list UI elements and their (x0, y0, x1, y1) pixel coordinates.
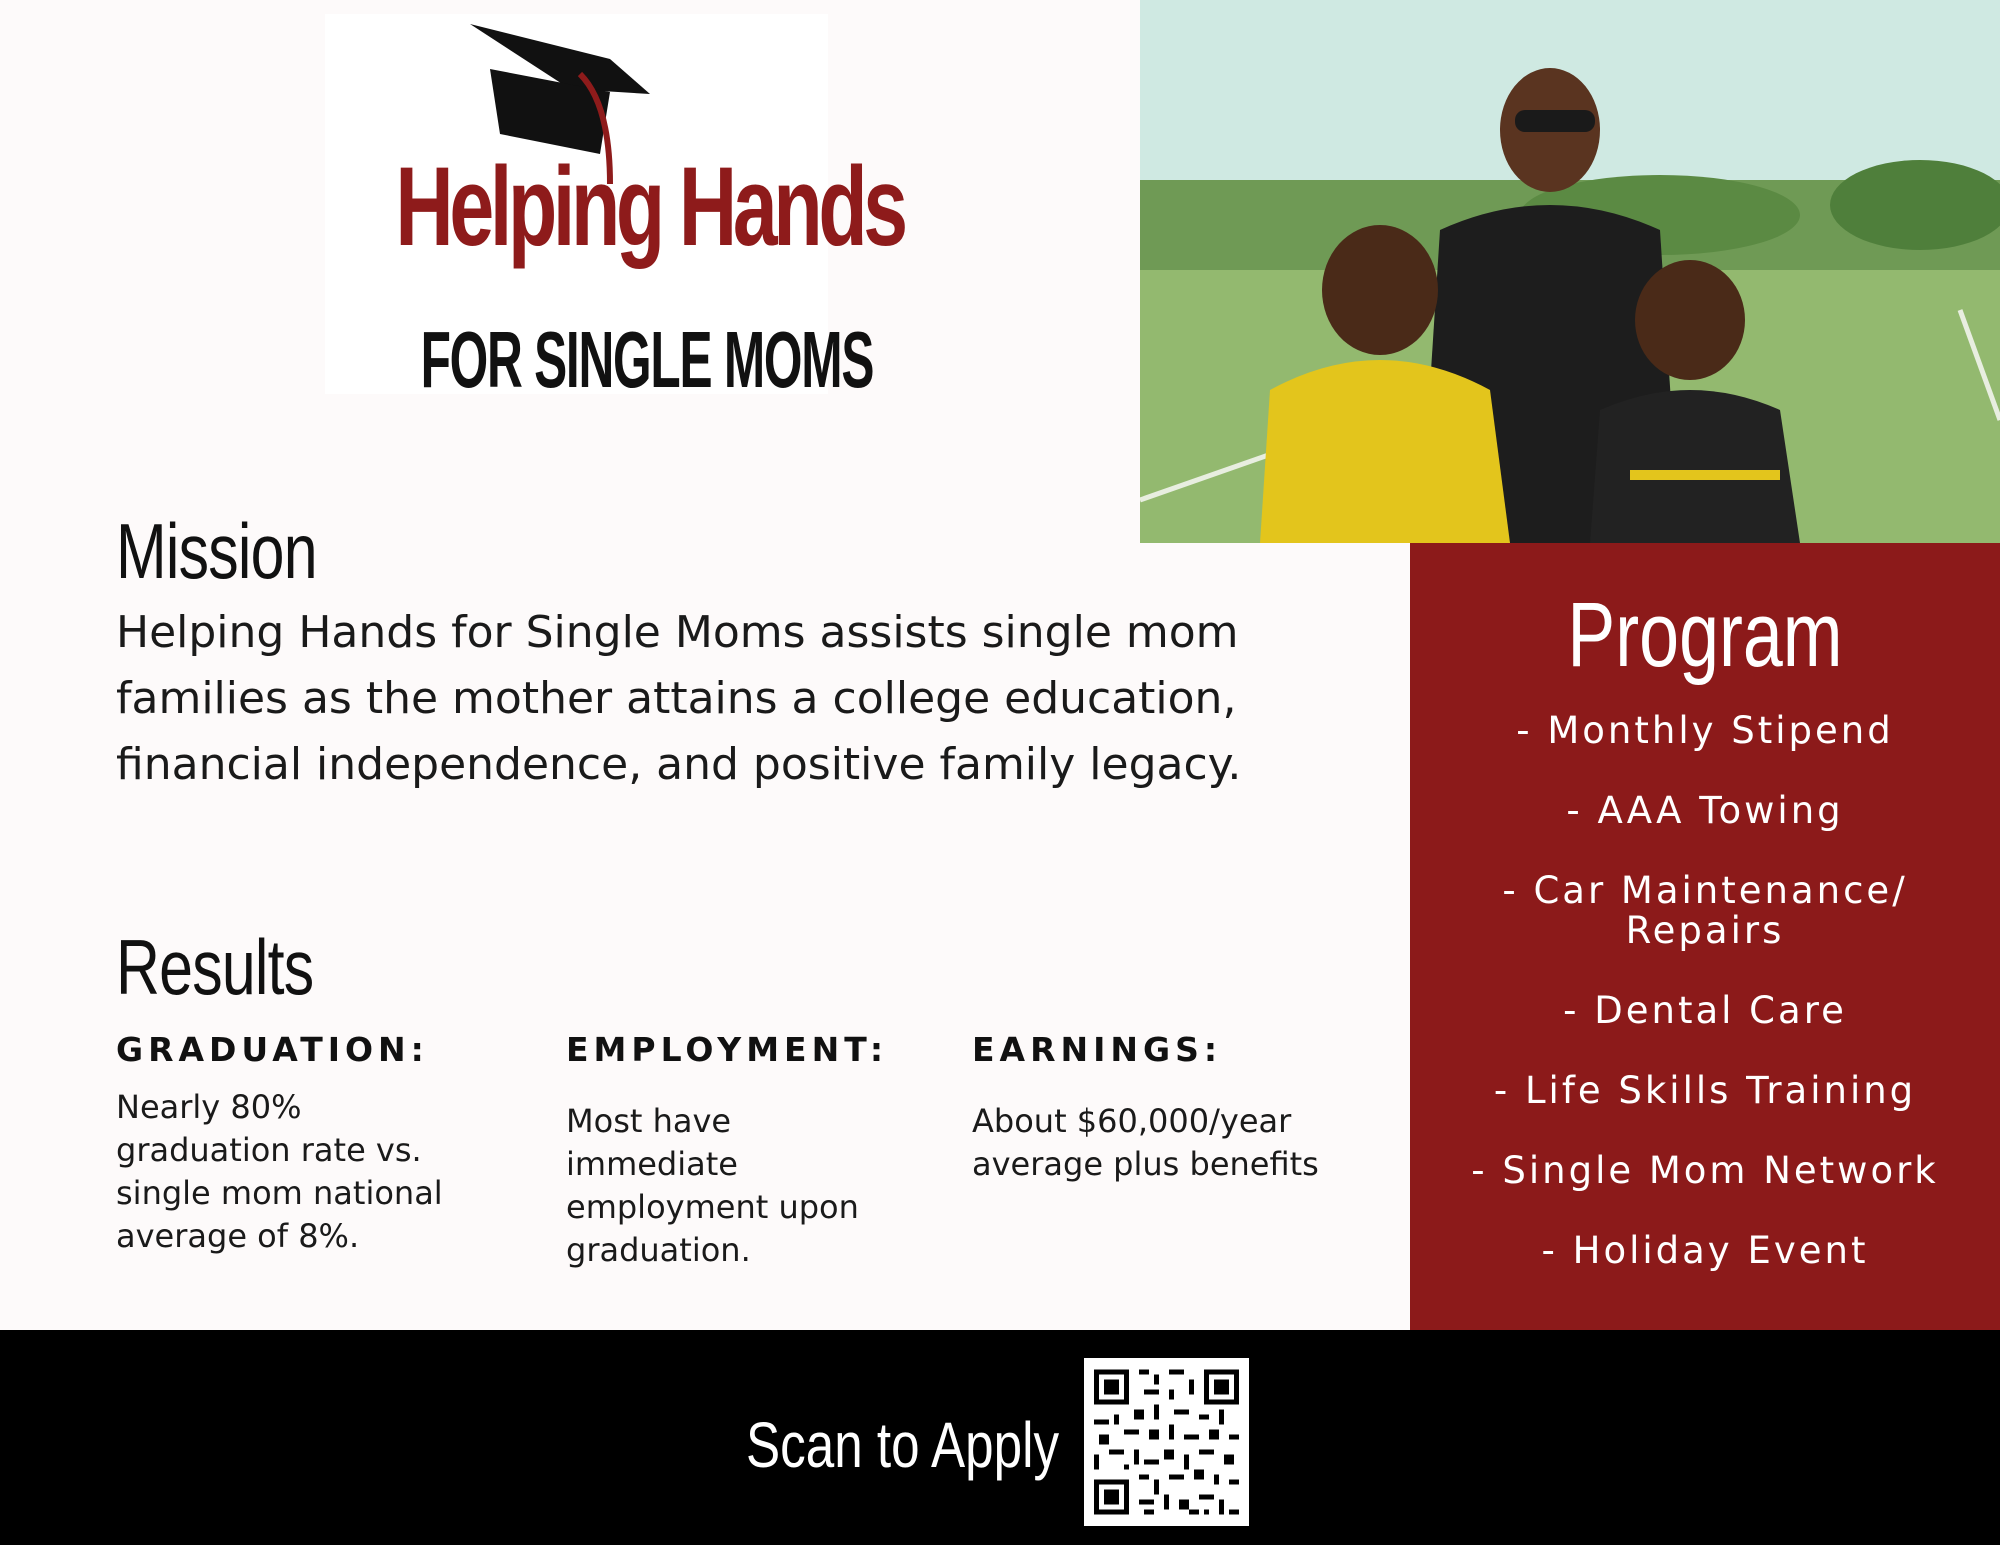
employment-label: EMPLOYMENT: (566, 1030, 889, 1069)
employment-text: Most have immediate employment upon graduation. (566, 1102, 859, 1269)
program-item: - AAA Towing (1566, 789, 1844, 832)
program-panel (1410, 543, 2000, 1330)
logo (325, 14, 904, 404)
program-item: - Single Mom Network (1471, 1149, 1939, 1192)
scan-to-apply-text: Scan to Apply (746, 1409, 1060, 1481)
program-item: - Monthly Stipend (1516, 709, 1894, 752)
qr-code-icon[interactable] (1084, 1358, 1249, 1526)
program-heading: Program (1567, 584, 1843, 686)
program-list (1410, 711, 2000, 1311)
logo-subtitle: FOR SINGLE MOMS (420, 315, 874, 404)
program-item: - Dental Care (1563, 989, 1847, 1032)
program-item: - Holiday Event (1541, 1229, 1869, 1272)
logo-brand: Helping Hands (395, 144, 904, 269)
program-item: - Life Skills Training (1493, 1069, 1917, 1112)
footer (0, 1330, 2000, 1545)
graduation-text: Nearly 80% graduation rate vs. single mom national average of 8%. (116, 1088, 443, 1255)
mission-heading: Mission (116, 507, 317, 595)
results-heading: Results (116, 923, 314, 1011)
program-item: - Car Maintenance/ Repairs (1502, 869, 1908, 952)
earnings-label: EARNINGS: (972, 1030, 1223, 1069)
family-photo (1140, 0, 2000, 543)
earnings-text: About $60,000/year average plus benefits (972, 1102, 1319, 1183)
family-football-photo (1140, 0, 2000, 543)
graduation-label: GRADUATION: (116, 1030, 429, 1069)
mission-text: Helping Hands for Single Moms assists single mom families as the mother attains a college education, financial independence, and positive family legacy. (116, 607, 1242, 790)
